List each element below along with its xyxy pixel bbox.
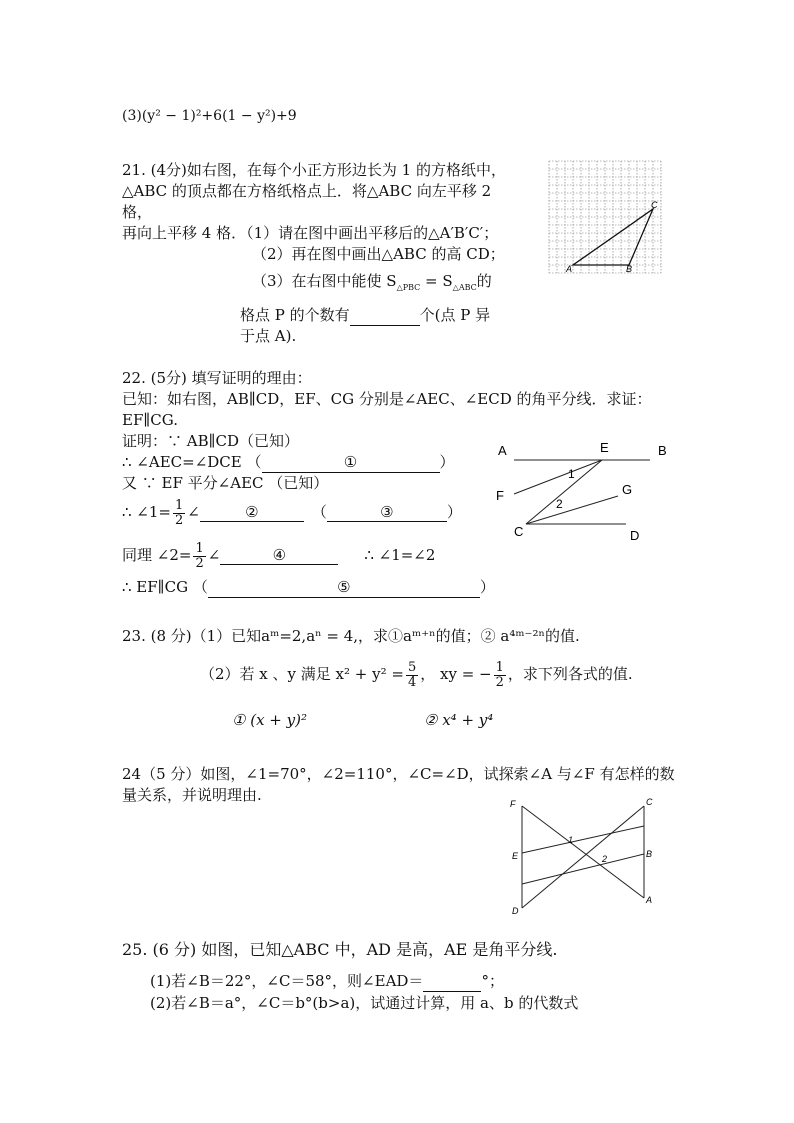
fig22-label-g: G (622, 482, 633, 497)
q22-title: 22. (5分) 填写证明的理由： (122, 369, 312, 387)
fig22-label-a: A (498, 443, 507, 458)
q25-line1: 25. (6 分) 如图，已知△ABC 中，AD 是高，AE 是角平分线. (122, 940, 558, 959)
q23-item2: ② x⁴ + y⁴ (424, 711, 494, 729)
triangle-abc (573, 209, 653, 265)
q22-step1: ∴ ∠AEC=∠DCE （ ① ） (122, 453, 455, 471)
q21-line3: 格， (122, 203, 153, 221)
grid-lines (549, 161, 661, 273)
q24-figure (506, 798, 662, 916)
q21-line5: （2）再在图中画出△ABC 的高 CD； (252, 245, 505, 263)
q21-grid-figure (548, 160, 662, 276)
q22-step5: ∴ EF∥CG （ ⑤ ） (122, 578, 495, 596)
fig24-label-d: D (512, 906, 519, 916)
q21-line1: 21. (4分)如右图，在每个小正方形边长为 1 的方格纸中， (122, 161, 506, 179)
fig22-label-2: 2 (556, 497, 563, 511)
fig24-label-f: F (510, 799, 516, 809)
fig22-label-b: B (658, 443, 667, 458)
q22-step4: 同理 ∠2= $\frac{1}{2}$ ∠ ④ ∴ ∠1=∠2 (122, 540, 436, 571)
fig24-label-c: C (646, 798, 653, 807)
fraction-5-4: $\frac{5}{4}$ (407, 659, 417, 690)
q21-line8: 于点 A). (240, 327, 297, 345)
q21-line7: 格点 P 的个数有 个(点 P 异 (240, 306, 491, 324)
fig22-label-e: E (600, 440, 609, 455)
q22-proof-start: 证明：∵ AB∥CD（已知） (122, 432, 300, 450)
grid-label-c: C (651, 200, 658, 210)
grid-label-b: B (626, 264, 633, 274)
q21-line4: 再向上平移 4 格．（1）请在图中画出平移后的△A′B′C′； (122, 224, 499, 242)
q23-line2: （2）若 x 、y 满足 x² + y² = $\frac{5}{4}$ ， xy = − $\frac{1}{2}$ ，求下列各式的值. (200, 659, 633, 690)
fig22-label-1: 1 (568, 467, 575, 481)
fig24-label-2: 2 (602, 854, 608, 864)
q24-line2: 量关系，并说明理由. (122, 786, 262, 804)
fraction-half: $\frac{1}{2}$ (195, 540, 204, 571)
q22-step3: ∴ ∠1= $\frac{1}{2}$ ∠ ② （ ③ ） (122, 497, 462, 528)
fig24-label-e: E (512, 851, 519, 861)
fraction-half: $\frac{1}{2}$ (175, 497, 184, 528)
q22-figure (490, 436, 680, 548)
q25-line3: (2)若∠B＝a°，∠C＝b°(b>a)，试通过计算，用 a、b 的代数式 (150, 994, 579, 1012)
fig22-label-c: C (514, 524, 524, 539)
q22-prove: EF∥CG. (122, 411, 178, 429)
fig24-label-a: A (646, 895, 653, 905)
q20-item3: (3)(y² − 1)²+6(1 − y²)+9 (122, 108, 297, 124)
q22-given: 已知：如右图，AB∥CD，EF、CG 分别是∠AEC、∠ECD 的角平分线．求证： (122, 390, 652, 408)
grid-label-a: A (566, 264, 573, 274)
fig22-label-f: F (496, 488, 504, 503)
fraction-1-2: $\frac{1}{2}$ (495, 659, 504, 690)
q21-line6: （3）在右图中能使 $S_{\triangle PBC} = S_{\triangle ABC}$的 (252, 272, 492, 292)
q22-step2: 又 ∵ EF 平分∠AEC （已知） (122, 474, 329, 492)
q24-line1: 24（5 分）如图，∠1=70°，∠2=110°，∠C=∠D，试探索∠A 与∠F 有怎样的数 (122, 765, 675, 783)
fig24-label-1: 1 (568, 835, 574, 845)
q23-item1: ① (x + y)² (232, 711, 307, 729)
fig24-label-b: B (646, 849, 653, 859)
fig22-label-d: D (630, 528, 640, 543)
q21-line2: △ABC 的顶点都在方格纸格点上．将△ABC 向左平移 2 (122, 182, 492, 200)
q23-line1: 23. (8 分)（1）已知aᵐ=2,aⁿ = 4,，求①aᵐ⁺ⁿ的值；② a⁴ᵐ⁻²ⁿ的值. (122, 627, 580, 645)
q25-line2: (1)若∠B＝22°，∠C＝58°，则∠EAD＝ °； (150, 972, 504, 990)
